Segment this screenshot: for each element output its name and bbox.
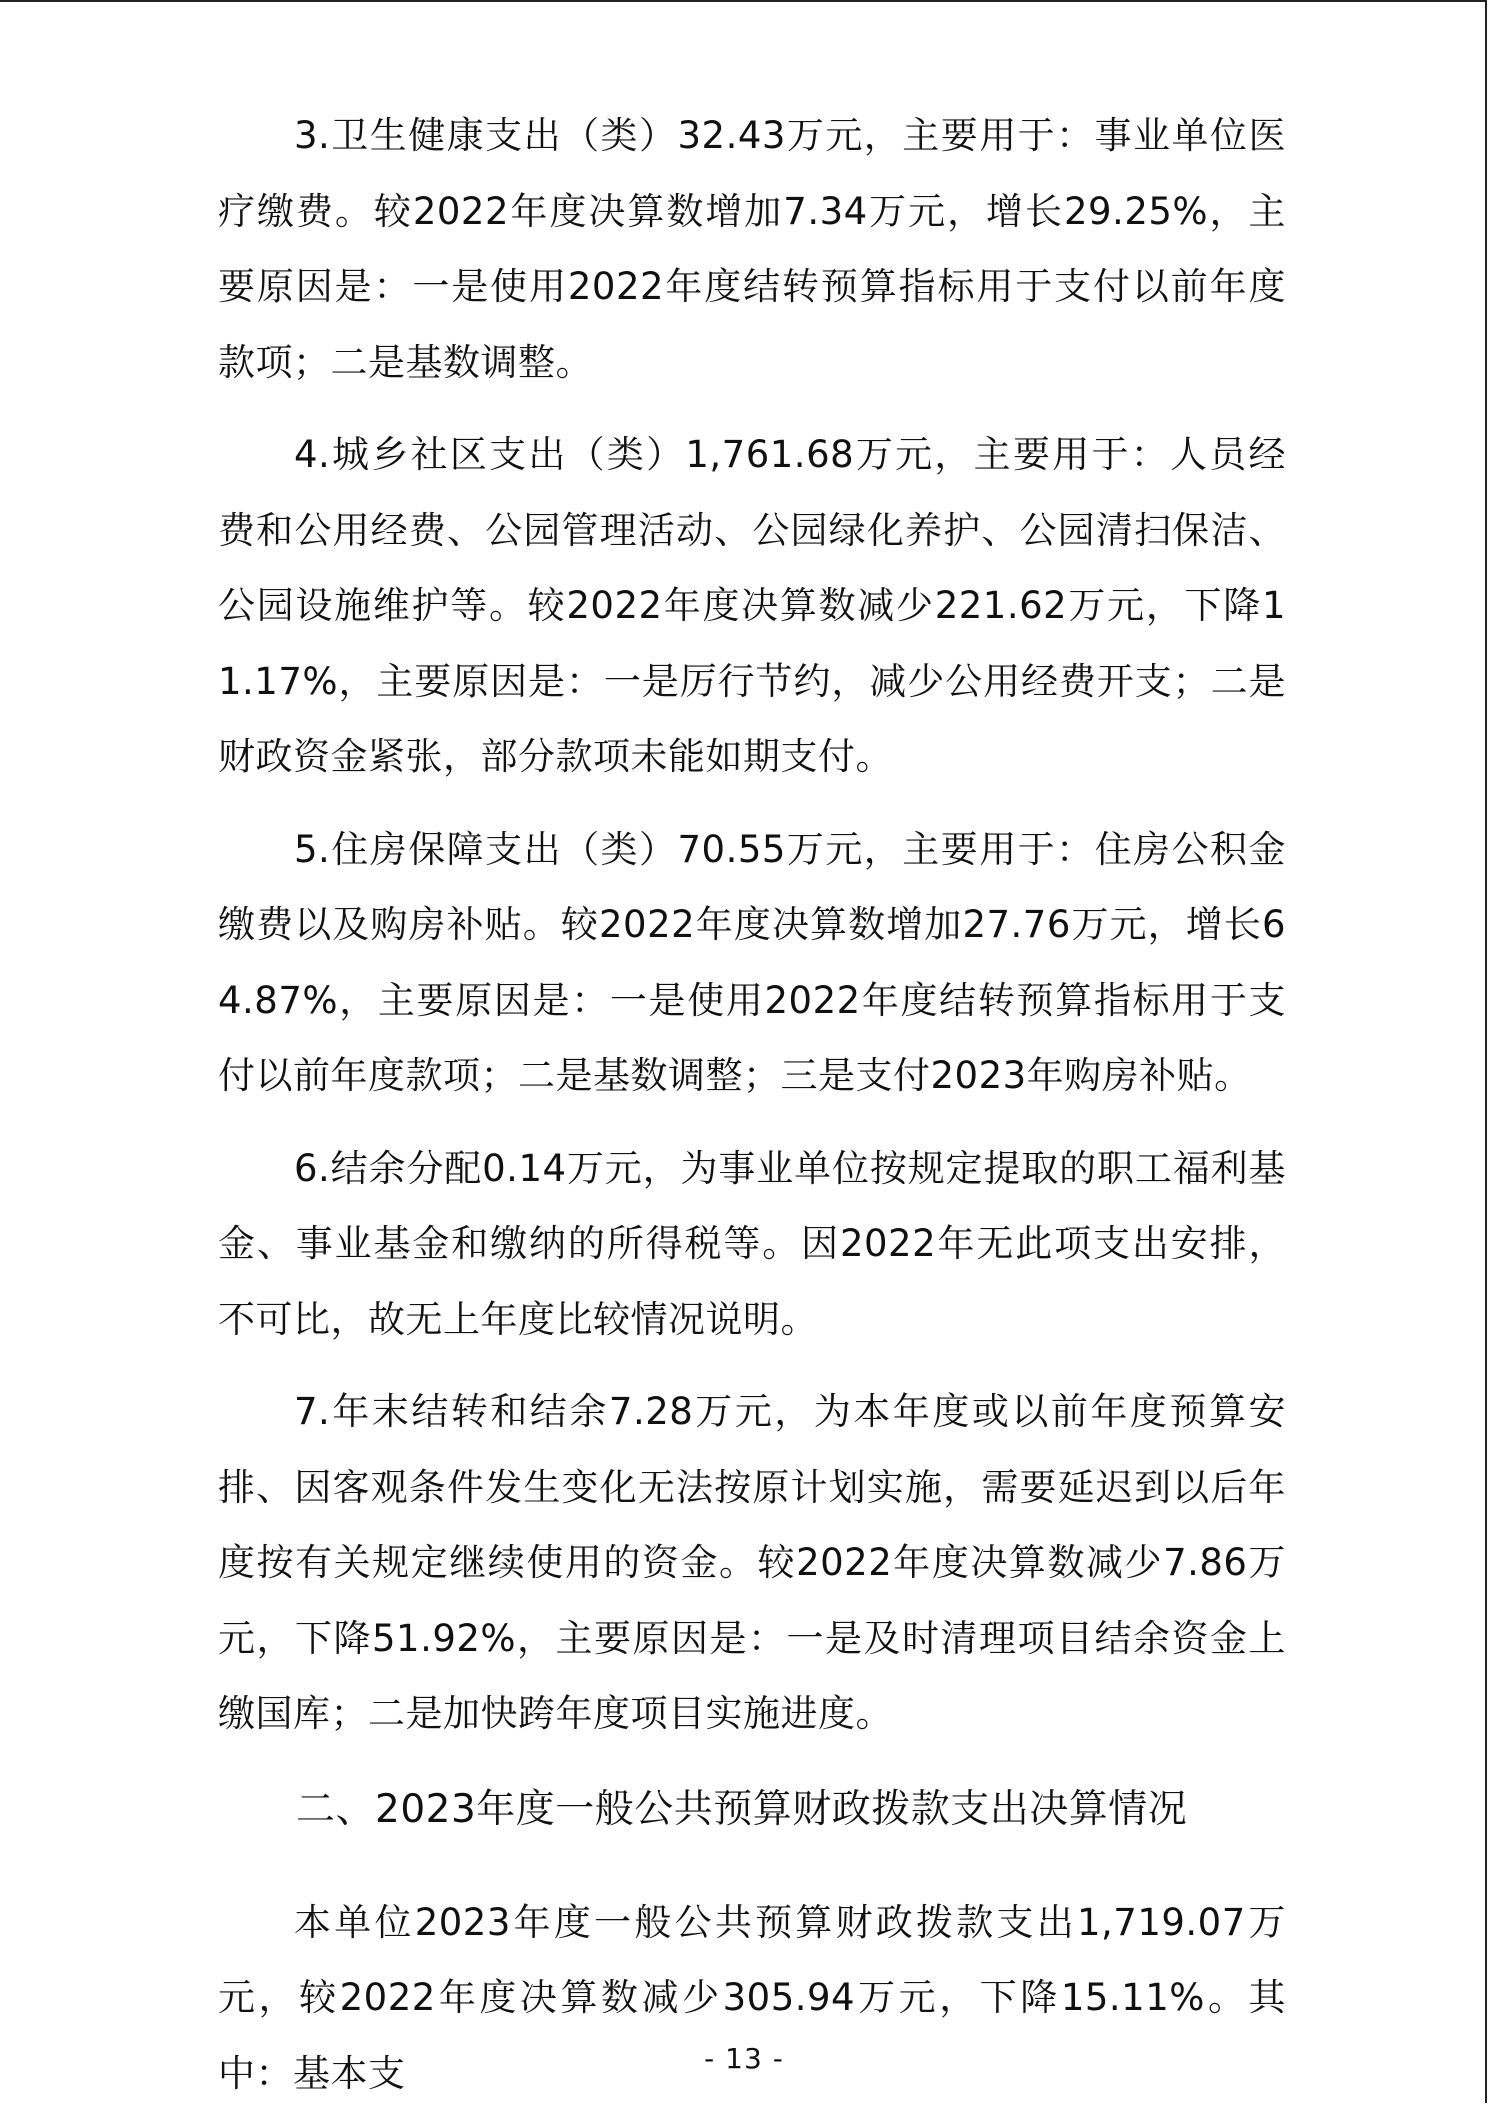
paragraph-surplus-distribution: 6.结余分配0.14万元，为事业单位按规定提取的职工福利基金、事业基金和缴纳的所得税等。因2022年无此项支出安排，不可比，故无上年度比较情况说明。 bbox=[218, 1146, 1286, 1341]
page-number: - 13 - bbox=[704, 2042, 784, 2075]
paragraph-housing-security-expenditure: 5.住房保障支出（类）70.55万元，主要用于：住房公积金缴费以及购房补贴。较2022年度决算数增加27.76万元，增长64.87%，主要原因是：一是使用2022年度结转预算指标用于支付以前年度款项；二是基数调整；三是支付2023年购房补贴。 bbox=[218, 827, 1286, 1097]
document-body bbox=[218, 98, 1286, 2128]
paragraph-health-expenditure: 3.卫生健康支出（类）32.43万元，主要用于：事业单位医疗缴费。较2022年度决算数增加7.34万元，增长29.25%，主要原因是：一是使用2022年度结转预算指标用于支付以前年度款项；二是基数调整。 bbox=[218, 114, 1286, 384]
paragraph-general-budget-summary: 本单位2023年度一般公共预算财政拨款支出1,719.07万元，较2022年度决算数减少305.94万元，下降15.11%。其中：基本支 bbox=[218, 1900, 1286, 2095]
paragraph-year-end-carryover: 7.年末结转和结余7.28万元，为本年度或以前年度预算安排、因客观条件发生变化无法按原计划实施，需要延迟到以后年度按有关规定继续使用的资金。较2022年度决算数减少7.86万元，下降51.92%，主要原因是：一是及时清理项目结余资金上缴国库；二是加快跨年度项目实施进度。 bbox=[218, 1390, 1286, 1735]
paragraph-urban-rural-community-expenditure: 4.城乡社区支出（类）1,761.68万元，主要用于：人员经费和公用经费、公园管理活动、公园绿化养护、公园清扫保洁、公园设施维护等。较2022年度决算数减少221.62万元，下降11.17%，主要原因是：一是厉行节约，减少公用经费开支；二是财政资金紧张，部分款项未能如期支付。 bbox=[218, 433, 1286, 778]
section-heading: 二、2023年度一般公共预算财政拨款支出决算情况 bbox=[296, 1786, 1188, 1832]
